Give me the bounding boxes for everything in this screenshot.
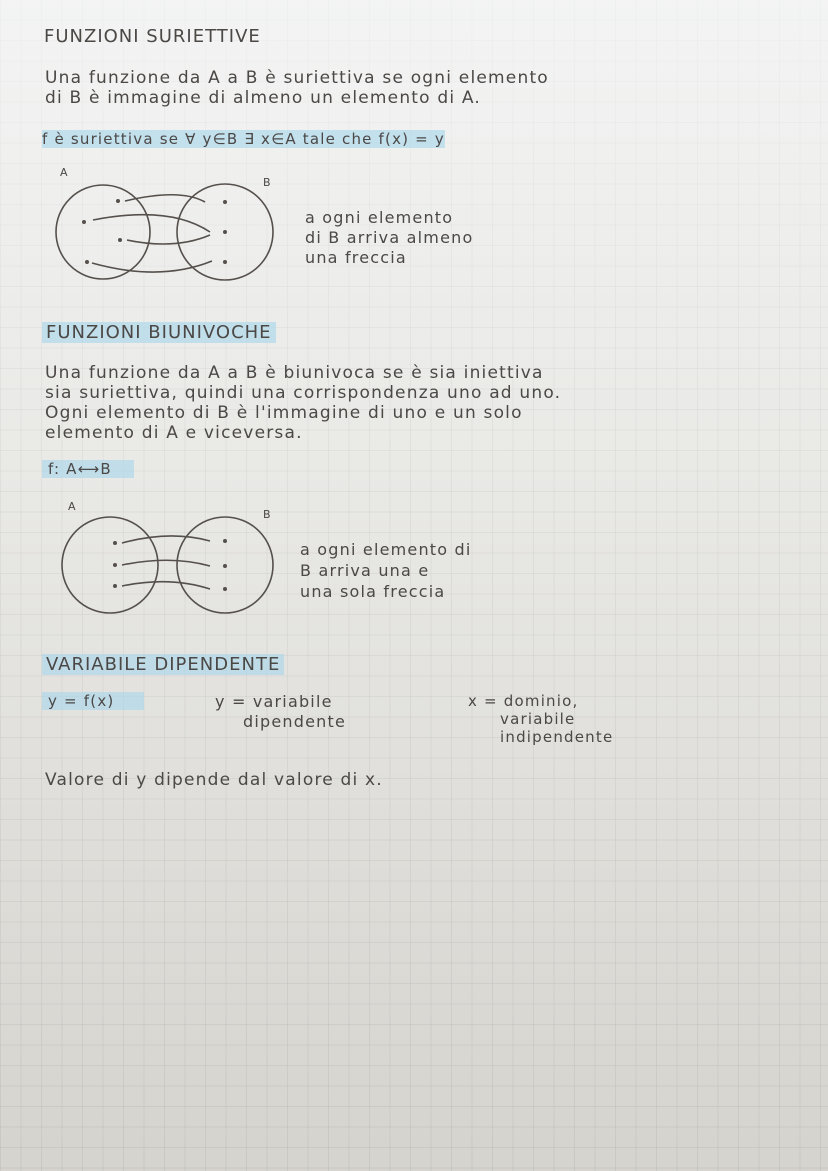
text-line: elemento di A e viceversa. <box>45 423 303 443</box>
set-a-label: A <box>60 166 69 179</box>
caption-line: una sola freccia <box>300 582 446 601</box>
caption-line: B arriva una e <box>300 561 430 580</box>
conclusion: Valore di y dipende dal valore di x. <box>45 770 383 790</box>
caption-line: a ogni elemento <box>305 208 454 227</box>
text-line: Una funzione da A a B è biunivoca se è sia iniettiva <box>45 363 544 383</box>
diagram-biunivoca <box>62 517 273 613</box>
formula-y: y = f(x) <box>42 692 144 710</box>
section-title-biunivoche: FUNZIONI BIUNIVOCHE <box>42 322 276 343</box>
x-definition: variabile <box>500 710 576 728</box>
y-definition: dipendente <box>243 712 346 731</box>
caption-line: di B arriva almeno <box>305 228 474 247</box>
text-line: Ogni elemento di B è l'immagine di uno e un solo <box>45 403 523 423</box>
text-line: sia suriettiva, quindi una corrispondenza uno ad uno. <box>45 383 562 403</box>
y-definition: y = variabile <box>215 692 333 711</box>
diagram-suriettiva <box>56 184 273 280</box>
section-title-variabile: VARIABILE DIPENDENTE <box>42 654 284 675</box>
set-b-label: B <box>263 508 272 521</box>
section-title-suriettive: FUNZIONI SURIETTIVE <box>44 26 261 47</box>
text-line: di B è immagine di almeno un elemento di A. <box>45 88 482 108</box>
set-b-label: B <box>263 176 272 189</box>
x-definition: indipendente <box>500 728 614 746</box>
formula-biunivoca: f: A⟷B <box>42 460 134 478</box>
set-a-label: A <box>68 500 77 513</box>
text-line: Una funzione da A a B è suriettiva se ogni elemento <box>45 68 549 88</box>
caption-line: una freccia <box>305 248 407 267</box>
formula-suriettiva: f è suriettiva se ∀ y∈B ∃ x∈A tale che f(x) = y <box>42 130 445 148</box>
caption-line: a ogni elemento di <box>300 540 472 559</box>
x-definition: x = dominio, <box>468 692 579 710</box>
